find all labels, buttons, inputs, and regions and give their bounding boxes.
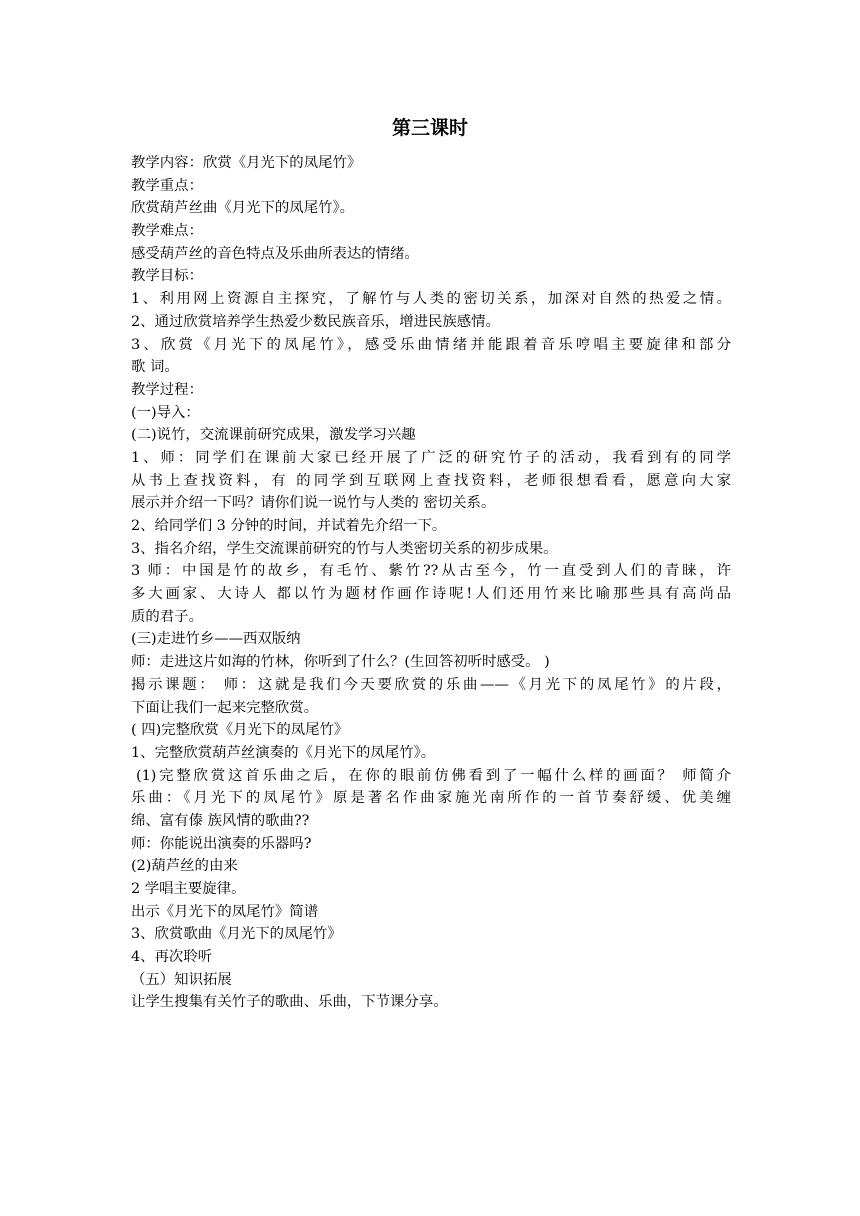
text-line: 2 学唱主要旋律。 (131, 881, 246, 897)
text-line: 教学内容：欣赏《月光下的凤尾竹》 (131, 155, 362, 171)
text-line: 质的君子。 (131, 608, 203, 625)
text-line: (2)葫芦丝的由来 (131, 858, 238, 875)
text-line: 教学目标： (131, 268, 203, 285)
text-line: 出示《月光下的凤尾竹》简谱 (131, 903, 319, 920)
text-line: 下面让我们一起来完整欣赏。 (131, 699, 319, 716)
text-line: 3 师：中国是竹的故乡，有毛竹、紫竹??从古至今，竹一直受到人们的青睐，许 (131, 563, 731, 580)
text-line: 感受葫芦丝的音色特点及乐曲所表达的情绪。 (131, 245, 419, 262)
text-line: 教学难点： (131, 223, 203, 240)
text-line: 3、指名介绍，学生交流课前研究的竹与人类密切关系的初步成果。 (131, 540, 558, 557)
text-line: 1、利用网上资源自主探究，了解竹与人类的密切关系，加深对自然的热爱之情。 (131, 291, 731, 308)
text-line: (二)说竹，交流课前研究成果，激发学习兴趣 (131, 427, 416, 444)
page-title: 第三课时 (391, 117, 468, 139)
text-line: 3、欣赏歌曲《月光下的凤尾竹》 (131, 926, 342, 943)
text-line: (1)完整欣赏这首乐曲之后，在你的眼前仿佛看到了一幅什么样的画面？ 师简介 (136, 767, 731, 784)
text-line: 2、给同学们 3 分钟的时间，并试着先介绍一下。 (131, 518, 447, 534)
text-line: 师：你能说出演奏的乐器吗? (131, 835, 312, 852)
text-line: 1、师：同学们在课前大家已经开展了广泛的研究竹子的活动，我看到有的同学 (131, 449, 731, 466)
document-body (131, 152, 731, 1014)
text-line: 展示并介绍一下吗？请你们说一说竹与人类的 密切关系。 (131, 495, 496, 512)
text-line: （五）知识拓展 (131, 971, 232, 988)
text-line: 多大画家、大诗人 都以竹为题材作画作诗呢!人们还用竹来比喻那些具有高尚品 (131, 586, 731, 603)
text-line: ( 四)完整欣赏《月光下的凤尾竹》 (131, 722, 349, 739)
text-line: 教学过程： (131, 381, 203, 398)
text-line: 2、通过欣赏培养学生热爱少数民族音乐，增进民族感情。 (131, 313, 500, 330)
text-line: 4、再次聆听 (131, 949, 213, 966)
text-line: 3、欣赏《月光下的凤尾竹》，感受乐曲情绪并能跟着音乐哼唱主要旋律和部分 (131, 336, 731, 353)
text-line: 绵、富有傣 族风情的歌曲?? (131, 812, 310, 829)
text-line: (三)走进竹乡——西双版纳 (131, 631, 301, 648)
text-line: 1、完整欣赏葫芦丝演奏的《月光下的凤尾竹》。 (131, 744, 436, 761)
text-line: (一)导入： (131, 404, 200, 421)
text-line: 从书上查找资料，有 的同学到互联网上查找资料，老师很想看看，愿意向大家 (131, 472, 731, 489)
text-line: 让学生搜集有关竹子的歌曲、乐曲，下节课分享。 (131, 994, 448, 1011)
text-line: 揭示课题： 师：这就是我们今天要欣赏的乐曲——《月光下的凤尾竹》的片段， (131, 676, 731, 693)
text-line: 歌 词。 (131, 359, 179, 376)
text-line: 欣赏葫芦丝曲《月光下的凤尾竹》。 (131, 200, 355, 217)
text-line: 师：走进这片如海的竹林，你听到了什么？(生回答初听时感受。 ) (131, 654, 550, 671)
text-line: 乐曲：《月光下的凤尾竹》原是著名作曲家施光南所作的一首节奏舒缓、优美缠 (131, 790, 731, 807)
text-line: 教学重点： (131, 177, 203, 194)
